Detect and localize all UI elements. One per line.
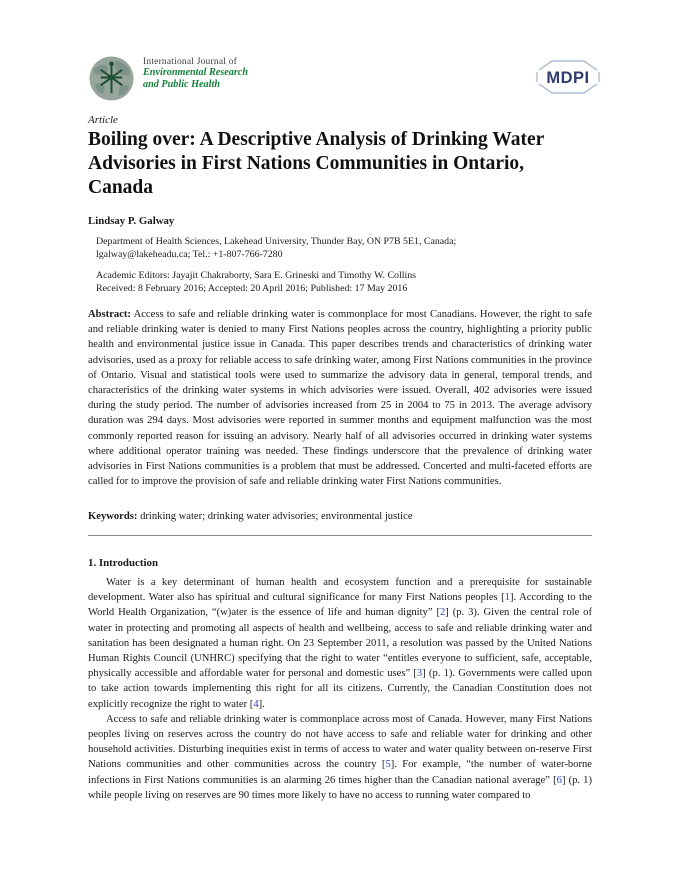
- affiliation-line1: Department of Health Sciences, Lakehead University, Thunder Bay, ON P7B 5E1, Canada;: [96, 236, 457, 247]
- affiliation: [88, 235, 592, 261]
- editors-dates-block: [88, 270, 592, 295]
- journal-name-line1: International Journal of: [143, 57, 237, 67]
- author-name: Lindsay P. Galway: [88, 215, 175, 227]
- journal-header: [88, 55, 592, 103]
- journal-name: [143, 57, 248, 90]
- mdpi-logo-icon: [532, 57, 604, 102]
- citation-ref[interactable]: 2: [439, 607, 446, 619]
- received-dates-line: Received: 8 February 2016; Accepted: 20 April 2016; Published: 17 May 2016: [96, 282, 408, 294]
- journal-identity: [88, 55, 248, 107]
- intro-paragraph-2: Access to safe and reliable drinking water is commonplace across most of Canada. However, many First Nations peoples living on reserves across the country do not have access to safe and reliable water for drinking and other household activities. Disturbing inequities exist in terms of access to water and water quality between on-reserve First Nations communities and other communities across the country [5]. For example, “the number of water-borne infections in First Nations communities is an alarming 26 times higher than the Canadian national average” [6] (p. 1) while people living on reserves are 90 times more likely to have no access to running water compared to: [88, 713, 592, 801]
- affiliation-line2: lgalway@lakeheadu.ca; Tel.: +1-807-766-7280: [96, 249, 283, 260]
- section-divider: [88, 535, 592, 536]
- abstract-label: Abstract:: [88, 309, 131, 320]
- abstract: [88, 307, 592, 489]
- citation-ref[interactable]: 3: [416, 668, 423, 680]
- citation-ref[interactable]: 4: [253, 698, 259, 710]
- article-type-label: Article: [88, 114, 118, 126]
- academic-editors-line: Academic Editors: Jayajit Chakraborty, Sara E. Grineski and Timothy W. Collins: [96, 270, 416, 281]
- journal-name-line2: Environmental Research: [143, 67, 248, 78]
- citation-ref[interactable]: 5: [385, 759, 391, 771]
- citation-ref[interactable]: 6: [556, 774, 562, 786]
- keywords-text: drinking water; drinking water advisories; environmental justice: [140, 511, 413, 523]
- journal-globe-logo-icon: [88, 55, 135, 107]
- journal-name-line3: and Public Health: [143, 78, 220, 90]
- keywords-label: Keywords:: [88, 511, 138, 523]
- section-heading-introduction: 1. Introduction: [88, 557, 158, 570]
- paper-title: Boiling over: A Descriptive Analysis of Drinking Water Advisories in First Nations Communities in Ontario, Canada: [88, 129, 544, 198]
- keywords: [88, 509, 592, 524]
- abstract-text: Access to safe and reliable drinking water is commonplace for most Canadians. However, the right to safe and reliable drinking water is denied to many First Nations peoples across the country, highlighting a priority public health and environmental justice issue in Canada. This paper describes trends and characteristics of drinking water advisories, used as a proxy for reliable access to safe drinking water, among First Nations communities in the province of Ontario. Visual and statistical tools were used to summarize the advisory data in general, temporal trends, and characteristics of the drinking water systems in which advisories were issued. Overall, 402 advisories were issued during the study period. The number of advisories increased from 25 in 2004 to 75 in 2013. The average advisory duration was 294 days. Most advisories were reported in summer months and equipment malfunction was the most commonly reported reason for issuing an advisory. Nearly half of all advisories occurred in drinking water systems where additional operator training was needed. These findings underscore that the prevalence of drinking water advisories in First Nations communities is a problem that must be addressed. Concerted and multi-faceted efforts are called for to improve the provision of safe and reliable drinking water First Nations communities.: [88, 309, 592, 488]
- citation-ref[interactable]: 1: [504, 592, 510, 604]
- intro-paragraph-1: Water is a key determinant of human health and ecosystem function and a prerequisite for sustainable development. Water also has spiritual and cultural significance for many First Nations peoples [1]. According to the World Health Organization, “(w)ater is the essence of life and human dignity” [2] (p. 3). Given the central role of water in protecting and promoting all aspects of health and wellbeing, access to safe and reliable drinking water and sanitation has been designated a human right. On 23 September 2011, a resolution was passed by the United Nations Human Rights Council (UNHRC) specifying that the right to water “entitles everyone to sufficient, safe, acceptable, physically accessible and affordable water for personal and domestic uses” [3] (p. 1). Governments were called upon to take action towards implementing this right for all its citizens. Currently, the Canadian Constitution does not explicitly recognize the right to water [4].: [88, 577, 592, 710]
- mdpi-logo-text: MDPI: [546, 69, 590, 87]
